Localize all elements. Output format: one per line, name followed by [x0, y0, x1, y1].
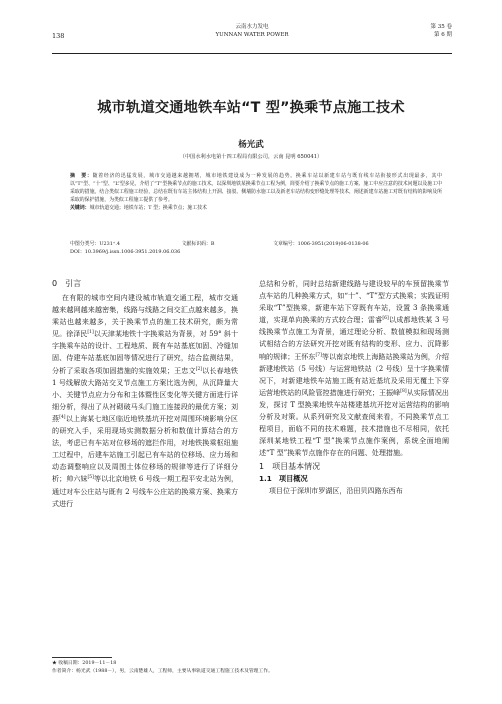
citation: [2]	[195, 366, 203, 372]
page-number: 138	[52, 32, 65, 40]
footnote-rule	[52, 657, 112, 658]
journal-name-cn: 云南水力发电	[235, 24, 269, 30]
header-rule	[52, 53, 452, 54]
intro-paragraph: 在有限的城市空间内建设城市轨道交通工程，城市交通越来越网越来越密集，线路与线路之间交汇点越来越多，换乘站也越来越多，关于换乘节点的施工技术研究，颇为常见。徐泽民[1]以天津某地铁十字换乘站为背景，对 59° 斜十字换乘车站的设计、工程地质、既有车站基底加固、冷缝加固、侍建车站基底加固等情况进行了研究，结合监测结果，分析了采取各项加固措施的实施效果；王忠文[2]以长春地铁 1 号线解放大路站交叉节点施工方案比选为例，从沉降量大小、关键节点应力分布和主体暨性区变化等关键方面进行详细分析，得出了从衬砌破马头门施工连接段的最优方案；刘燕[4]以上海某七地区临近地铁基坑开挖对周围环境影响分区的研究入手，采用现场实测数据分析和数值计算结合的方法，考虑已有车站对位移场的遮拦作用，对地铁换乘枢纽施工过程中，后建车站施工引起已有车站的位移场、应力场和动态调整响应以及周围土体位移场的规律等进行了详细分析；帅六妹[5]等以北京地铁 6 号线一期工程平安北站为例，通过对车公庄站与既有 2 号线车公庄站的换乘方案、换乘方式进行	[52, 293, 238, 508]
article-meta	[70, 240, 442, 256]
doi: DOI：10.3969/j.issn.1006-3951.2019.06.036	[70, 249, 181, 256]
received-date: ★ 收稿日期：2019－11－18	[52, 661, 117, 666]
right-paragraph: 总结和分析，同时总结新建线路与建设较早的车预留换乘节点车站的几种换乘方式，如“十”、“T”型方式换乘；实践证明采取“T”型换乘，新建车站下穿既有车站，设置 3 条换乘通道，实现单向换乘的方式较合理；雷睿[6]以成都地铁某 3 号线换乘节点施工为背景，通过理论分析、数值模拟和现场测试相结合的方法研究开挖对既有结构的变形、应力、沉降影响的规律；王怀东[7]等以南京地铁上海路站换乘站为例，介绍新建地铁站（5 号线）与运营地铁站（2 号线）呈十字换乘情况下，对新建地铁车站施工既有站近基坑及采用无覆土下穿运营地铁站的风险管控措施进行研究；王振峰[8]从实际情况出发，探讨 T 型换乘地铁车站楼建基坑开挖对运营结构的影响分析及对策。从系列研究及文献查阅来看，不同换乘节点工程项目，面临不同的技术难题，技术措施也不尽相同，依托深圳某地铁工程“T 型”换乘节点施作案例，系统全面地阐述“T 型”换乘节点施作存在的问题、处理措施。	[259, 279, 449, 458]
citation: [5]	[87, 475, 94, 481]
abstract-label: 摘 要：	[70, 173, 93, 179]
article-number: 文章编号：1006-3951(2019)06-0138-06	[273, 241, 369, 247]
keywords	[70, 204, 442, 212]
journal-name-en: YUNNAN WATER POWER	[215, 32, 289, 38]
volume: 第 35 卷	[430, 24, 452, 30]
left-column	[52, 278, 238, 510]
paper-title: 城市轨道交通地铁车站“T 型”换乘节点施工技术	[97, 100, 405, 116]
section-1-heading: 1 项目基本情况	[259, 462, 321, 472]
citation: [6]	[382, 316, 389, 322]
citation: [1]	[87, 330, 94, 336]
abstract-text: 随着经济的迅猛发展，城市交通越来越拥堵，城市地铁建设成为一种发展的趋势。换乘车站以新建车站与既有线车站衔接形式出现最多，其中以“T”型、“十”型、“L”型多见，介绍了“T”型换乘节点的施工技术。以深圳地铁某换乘节点工程为例，简要介绍了换乘节点的施工方案、施工中应注意的技术问题以及施工中采取的措施。结合类似工程施工经验，总结在既有车站主体结构上开洞、接驳、侧墙防水施工以及新老车站结构变形缝处理等技术，阐述新建车站施工对既有结构的影响及所采取的保护措施，为类似工程施工提供了参考。	[70, 173, 442, 204]
section-1-1-paragraph: 项目位于深圳市罗湖区，沿田贝四路东西布	[268, 486, 403, 496]
keywords-label: 关键词：	[70, 205, 90, 212]
page-header	[52, 20, 452, 54]
keywords-text: 城市轨道交通；地铁车站；T 型；换乘节点；施工技术	[89, 205, 207, 212]
author-name: 杨光武	[238, 140, 264, 150]
right-column	[259, 278, 449, 498]
intro-heading: 0 引言	[52, 279, 82, 288]
footnote	[52, 660, 422, 676]
issue: 第 6 期	[434, 32, 452, 38]
abstract-block	[70, 172, 442, 212]
abstract	[70, 172, 442, 204]
journal-name	[52, 23, 452, 39]
author-bio: 作者简介：杨光武（1988－），男，云南楚雄人，工程师，主要从事轨道交通工程施工技术及管理工作。	[52, 669, 273, 674]
section-1-1-heading: 1.1 项目概况	[259, 474, 308, 484]
author-affiliation: （中国水利水电第十四工程局有限公司，云南 昆明 650041）	[179, 154, 323, 160]
document-code: 文献标识码：B	[181, 241, 215, 247]
citation: [4]	[59, 414, 66, 420]
citation: [8]	[400, 388, 407, 394]
citation: [7]	[315, 352, 322, 358]
volume-issue	[431, 23, 453, 39]
clc-number: 中图分类号：U231⁺.4	[70, 241, 121, 247]
